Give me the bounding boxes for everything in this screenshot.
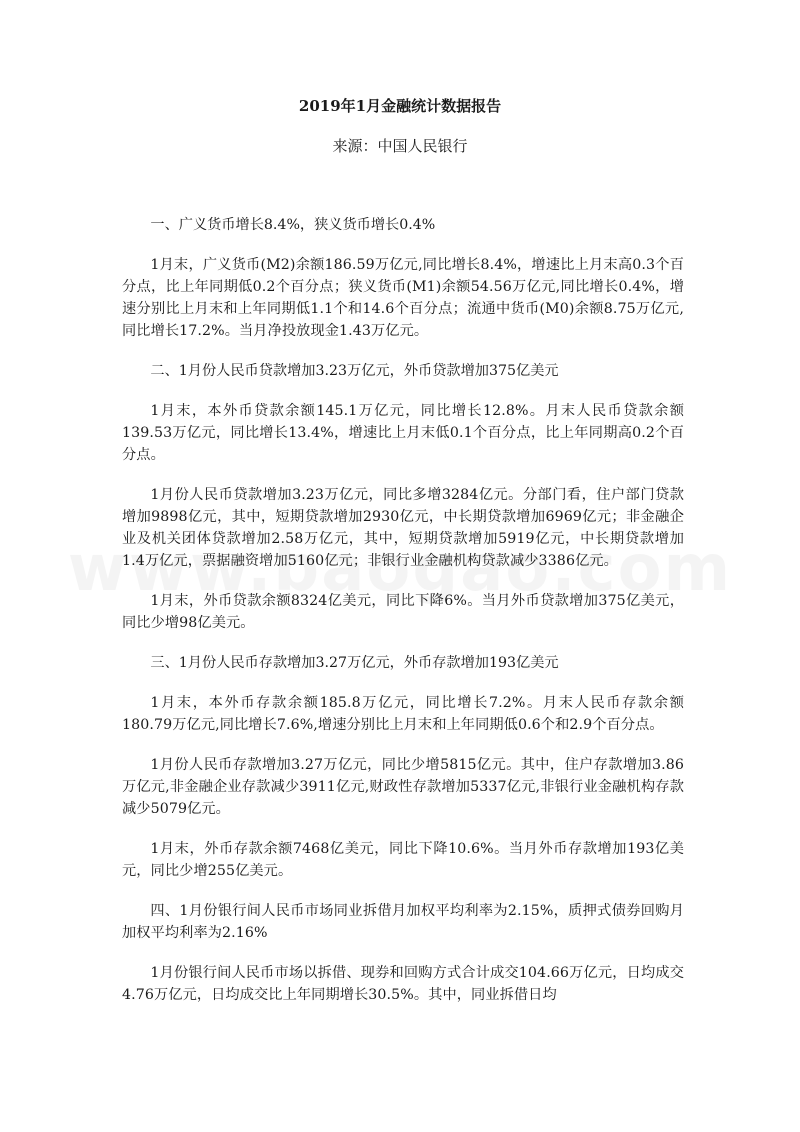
document-title: 2019年1月金融统计数据报告 bbox=[298, 97, 502, 115]
paragraph: 1月份银行间人民币市场以拆借、现券和回购方式合计成交104.66万亿元，日均成交4.76万亿元，日均成交比上年同期增长30.5%。其中，同业拆借日均 bbox=[122, 965, 684, 1003]
paragraph: 1月末，本外币贷款余额145.1万亿元，同比增长12.8%。月末人民币贷款余额139.53万亿元，同比增长13.4%，增速比上月末低0.1个百分点，比上年同期高0.2个百分点。 bbox=[122, 403, 684, 463]
paragraph: 1月末，外币存款余额7468亿美元，同比下降10.6%。当月外币存款增加193亿美元，同比少增255亿美元。 bbox=[122, 841, 684, 879]
paragraph: 1月末，本外币存款余额185.8万亿元，同比增长7.2%。月末人民币存款余额180.79万亿元,同比增长7.6%,增速分别比上月末和上年同期低0.6个和2.9个百分点。 bbox=[122, 695, 684, 733]
section-heading: 三、1月份人民币存款增加3.27万亿元，外币存款增加193亿美元 bbox=[150, 655, 559, 671]
paragraph: 1月末，广义货币(M2)余额186.59万亿元,同比增长8.4%，增速比上月末高0.3个百分点，比上年同期低0.2个百分点；狭义货币(M1)余额54.56万亿元,同比增长0.4%，增速分别比上月末和上年同期低1.1个和14.6个百分点；流通中货币(M0)余额8.75万亿元,同比增长17.2%。当月净投放现金1.43万亿元。 bbox=[122, 257, 684, 339]
paragraph: 1月份人民币贷款增加3.23万亿元，同比多增3284亿元。分部门看，住户部门贷款增加9898亿元，其中，短期贷款增加2930亿元，中长期贷款增加6969亿元；非金融企业及机关团体贷款增加2.58万亿元，其中，短期贷款增加5919亿元，中长期贷款增加1.4万亿元，票据融资增加5160亿元；非银行业金融机构贷款减少3386亿元。 bbox=[122, 487, 684, 569]
section-heading: 一、广义货币增长8.4%，狭义货币增长0.4% bbox=[150, 217, 436, 233]
paragraph: 1月份人民币存款增加3.27万亿元，同比少增5815亿元。其中，住户存款增加3.86万亿元,非金融企业存款减少3911亿元,财政性存款增加5337亿元,非银行业金融机构存款减少5079亿元。 bbox=[122, 757, 684, 817]
section-heading: 二、1月份人民币贷款增加3.23万亿元，外币贷款增加375亿美元 bbox=[150, 363, 559, 379]
section-3 bbox=[122, 652, 684, 882]
section-2 bbox=[122, 360, 684, 634]
document-body bbox=[122, 214, 684, 1024]
section-heading: 四、1月份银行间人民币市场同业拆借月加权平均利率为2.15%，质押式债券回购月加权平均利率为2.16% bbox=[122, 903, 684, 941]
section-4 bbox=[122, 900, 684, 1006]
section-1 bbox=[122, 214, 684, 342]
paragraph: 1月末，外币贷款余额8324亿美元，同比下降6%。当月外币贷款增加375亿美元，同比少增98亿美元。 bbox=[122, 593, 684, 631]
document-source: 来源：中国人民银行 bbox=[332, 137, 468, 155]
